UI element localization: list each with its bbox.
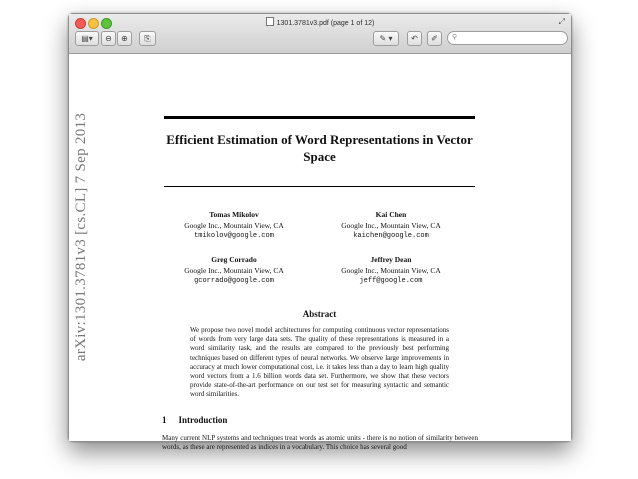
section-heading xyxy=(162,415,227,425)
title-rule-bottom xyxy=(164,186,475,187)
rotate-button[interactable]: ↶ xyxy=(407,31,422,46)
annotate-menu-button[interactable]: ✎ ▾ xyxy=(373,31,399,46)
author-email: kaichen@google.com xyxy=(353,232,429,240)
window-title-text: 1301.3781v3.pdf (page 1 of 12) xyxy=(276,20,375,27)
arxiv-stamp: arXiv:1301.3781v3 [cs.CL] 7 Sep 2013 xyxy=(73,112,89,362)
author-affiliation: Google Inc., Mountain View, CA xyxy=(184,266,284,275)
author-block xyxy=(316,254,466,287)
abstract-heading: Abstract xyxy=(302,309,337,319)
introduction-text: Many current NLP systems and techniques treat words as atomic units - there is no notion of similarity between words, as these are represented as indices in a vocabulary. This choice has several good xyxy=(162,434,478,452)
author-affiliation: Google Inc., Mountain View, CA xyxy=(341,221,441,230)
author-email: tmikolov@google.com xyxy=(194,232,274,240)
author-name: Greg Corrado xyxy=(211,255,257,264)
fullscreen-icon[interactable]: ⤢ xyxy=(558,17,565,26)
author-name: Tomas Mikolov xyxy=(209,210,259,219)
title-rule-top xyxy=(164,116,475,119)
search-input[interactable] xyxy=(447,31,568,45)
sidebar-toggle-button[interactable]: ▤▾ xyxy=(75,31,99,46)
author-name: Jeffrey Dean xyxy=(370,255,412,264)
edit-toolbar-button[interactable]: ✐ xyxy=(427,31,442,46)
zoom-in-button[interactable]: ⊕ xyxy=(117,31,132,46)
author-affiliation: Google Inc., Mountain View, CA xyxy=(341,266,441,275)
title-bar xyxy=(69,14,571,54)
zoom-out-button[interactable]: ⊖ xyxy=(101,31,116,46)
section-title: Introduction xyxy=(178,415,228,425)
author-block xyxy=(316,209,466,242)
author-name: Kai Chen xyxy=(375,210,407,219)
pdf-page[interactable] xyxy=(69,54,571,452)
author-email: gcorrado@google.com xyxy=(194,277,274,285)
author-block xyxy=(159,254,309,287)
author-block xyxy=(159,209,309,242)
section-number: 1 xyxy=(162,415,167,425)
share-button[interactable]: ⎘ xyxy=(139,31,156,46)
paper-title: Efficient Estimation of Word Representations in Vector Space xyxy=(166,132,473,164)
abstract-text: We propose two novel model architectures for computing continuous vector representations of words from very large data sets. The quality of these representations is measured in a word similarity task, and the results are compared to the previously best performing techniques based on different types of neural networks. We observe large improvements in accuracy at much lower computational cost, i.e. it takes less than a day to learn high quality word vectors from a 1.6 billion words data set. Furthermore, we show that these vectors provide state-of-the-art performance on our test set for measuring syntactic and semantic word similarities. xyxy=(190,326,449,399)
search-icon: ⚲ xyxy=(452,34,458,41)
pdf-viewer-window xyxy=(68,13,572,452)
pdf-document-icon xyxy=(266,17,274,26)
author-affiliation: Google Inc., Mountain View, CA xyxy=(184,221,284,230)
author-email: jeff@google.com xyxy=(359,277,423,285)
window-title xyxy=(69,17,571,27)
